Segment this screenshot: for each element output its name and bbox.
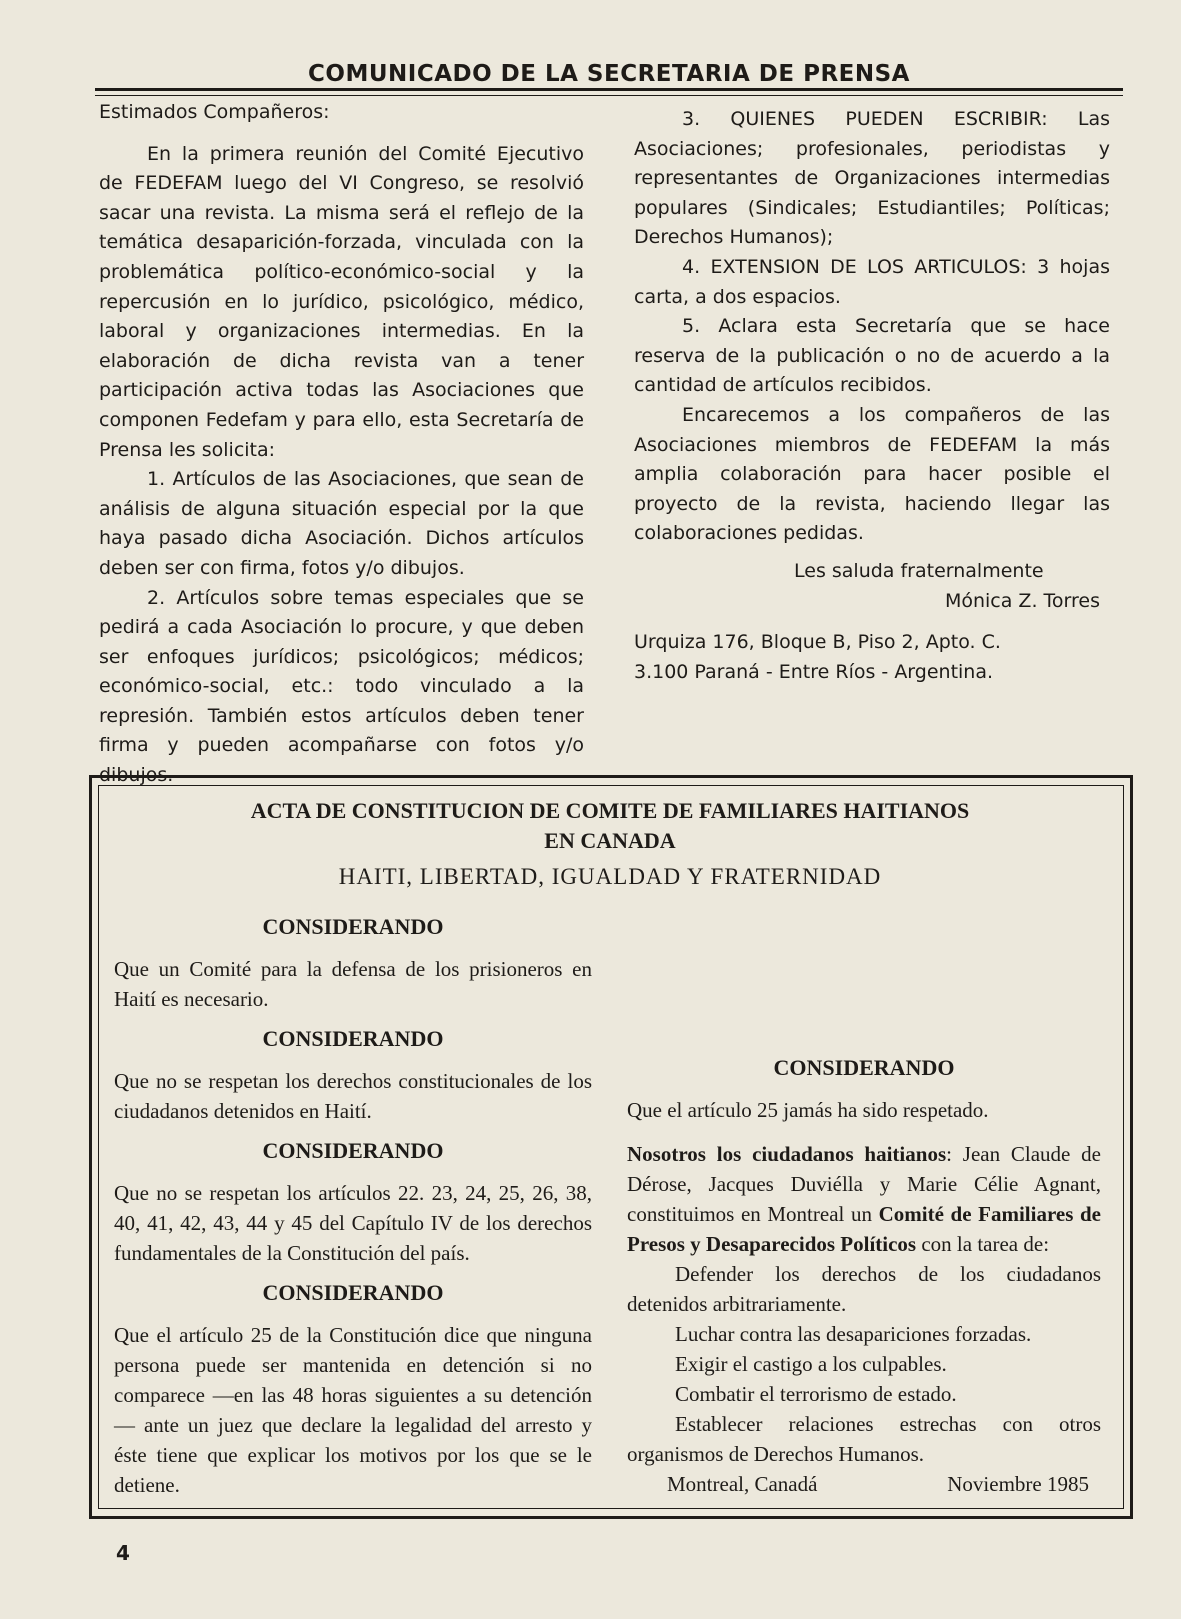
task-item: Establecer relaciones estrechas con otros organismos de Derechos Humanos. — [627, 1412, 1101, 1466]
letter-address-line2: 3.100 Paraná - Entre Ríos - Argentina. — [634, 660, 994, 683]
letter-address-line1: Urquiza 176, Bloque B, Piso 2, Apto. C. — [634, 631, 1001, 654]
declaration-text: : Jean Claude de Dérose, Jacques Duviélla y Marie Célie Agnant, constituimos en Montreal un — [627, 1142, 1101, 1226]
letter-column-right — [634, 105, 1110, 687]
committee-name: Comité de Familiares de Presos y Desaparecidos Políticos — [627, 1202, 1101, 1256]
considerando-heading: CONSIDERANDO — [262, 1026, 444, 1051]
considerando-heading: CONSIDERANDO — [262, 1280, 444, 1305]
letter-item-2: 2. Artículos sobre temas especiales que se pedirá a cada Asociación lo procure, y que deben ser enfoques jurídicos; psicológicos; médicos; económico-social, etc.: todo vinculado a la represión. También estos artículos deben tener firma y pueden acompañarse con fotos y/o dibujos. — [99, 586, 584, 787]
letter-signature: Mónica Z. Torres — [944, 589, 1100, 612]
acta-title-line2: EN CANADA — [544, 828, 676, 853]
considerando-3: Que no se respetan los artículos 22. 23, 24, 25, 26, 38, 40, 41, 42, 43, 44 y 45 del Capítulo IV de los derechos fundamentales de la Constitución del país. — [114, 1181, 592, 1265]
considerando-heading: CONSIDERANDO — [262, 914, 444, 939]
task-item: Luchar contra las desapariciones forzadas. — [675, 1322, 1032, 1346]
acta-motto: HAITI, LIBERTAD, IGUALDAD Y FRATERNIDAD — [338, 864, 882, 889]
acta-footer — [627, 1469, 1101, 1499]
task-item: Defender los derechos de los ciudadanos detenidos arbitrariamente. — [627, 1262, 1101, 1316]
header-rule-thin — [95, 95, 1123, 96]
declaration-text-end: con la tarea de: — [916, 1232, 1050, 1256]
page-number: 4 — [116, 1541, 130, 1565]
considerando-5: Que el artículo 25 jamás ha sido respetado. — [627, 1098, 989, 1122]
letter-item-5: 5. Aclara esta Secretaría que se hace reserva de la publicación o no de acuerdo a la cantidad de artículos recibidos. — [634, 315, 1110, 397]
considerando-4: Que el artículo 25 de la Constitución dice que ninguna persona puede ser mantenida en detención si no comparece —en las 48 horas siguientes a su detención— ante un juez que declare la legalidad del arresto y éste tiene que explicar los motivos por los que se le detiene. — [114, 1323, 592, 1497]
letter-closing: Encarecemos a los compañeros de las Asociaciones miembros de FEDEFAM la más amplia colaboración para hacer posible el proyecto de la revista, haciendo llegar las colaboraciones pedidas. — [634, 403, 1110, 545]
task-item: Combatir el terrorismo de estado. — [675, 1382, 957, 1406]
letter-column-left — [99, 98, 584, 791]
letter-greeting: Estimados Compañeros: — [99, 101, 330, 123]
acta-title: ACTA DE CONSTITUCION DE COMITE DE FAMILIARES HAITIANOS — [250, 798, 970, 823]
declaration — [627, 1139, 1101, 1259]
acta-date: Noviembre 1985 — [947, 1472, 1089, 1496]
considerando-2: Que no se respetan los derechos constitucionales de los ciudadanos detenidos en Haití. — [114, 1069, 592, 1123]
considerando-heading: CONSIDERANDO — [773, 1055, 955, 1080]
letter-item-1: 1. Artículos de las Asociaciones, que sean de análisis de alguna situación especial por la que haya pasado dicha Asociación. Dichos artículos deben ser con firma, fotos y/o dibujos. — [99, 468, 584, 579]
letter-intro: En la primera reunión del Comité Ejecutivo de FEDEFAM luego del VI Congreso, se resolvió sacar una revista. La misma será el reflejo de la temática desaparición-forzada, vinculada con la problemática político-económico-social y la repercusión en lo jurídico, psicológico, médico, laboral y organizaciones intermedias. En la elaboración de dicha revista van a tener participación activa todas las Asociaciones que componen Fedefam y para ello, esta Secretaría de Prensa les solicita: — [99, 142, 584, 461]
considerando-1: Que un Comité para la defensa de los prisioneros en Haití es necesario. — [114, 957, 592, 1011]
header-rule — [95, 88, 1123, 91]
declaration-subject: Nosotros los ciudadanos haitianos — [627, 1142, 947, 1166]
considerando-heading: CONSIDERANDO — [262, 1138, 444, 1163]
acta-column-right — [627, 917, 1101, 1499]
acta-column-left — [114, 912, 592, 1500]
letter-salutation: Les saluda fraternalmente — [794, 559, 1044, 582]
task-item: Exigir el castigo a los culpables. — [675, 1352, 947, 1376]
acta-place: Montreal, Canadá — [667, 1472, 818, 1496]
letter-item-3: 3. QUIENES PUEDEN ESCRIBIR: Las Asociaciones; profesionales, periodistas y representantes de Organizaciones intermedias populares (Sindicales; Estudiantiles; Políticas; Derechos Humanos); — [634, 108, 1110, 249]
page-title: COMUNICADO DE LA SECRETARIA DE PRENSA — [308, 61, 910, 87]
letter-item-4: 4. EXTENSION DE LOS ARTICULOS: 3 hojas carta, a dos espacios. — [634, 255, 1110, 308]
